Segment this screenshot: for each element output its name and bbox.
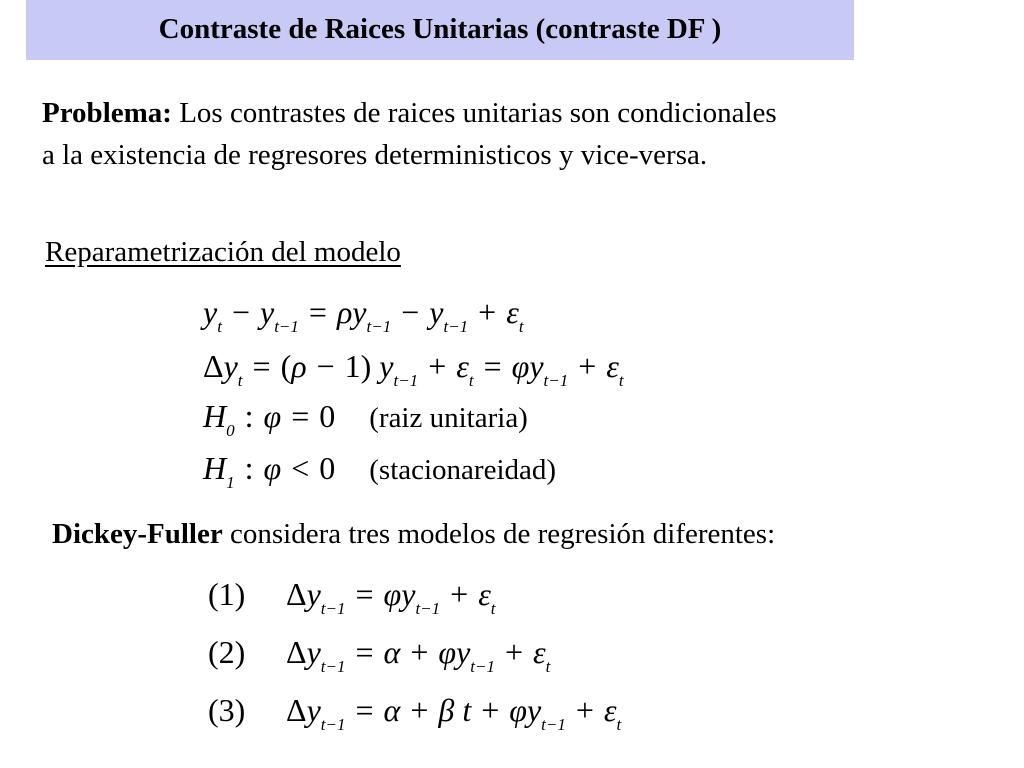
- model-2: (2) $\Delta y_{t-1} = \alpha + \varphi y_{t-1} + \varepsilon_t$: [208, 634, 551, 676]
- section-heading: Reparametrización del modelo: [45, 236, 401, 268]
- model-2-number: (2): [208, 634, 246, 670]
- model-1-number: (1): [208, 576, 246, 612]
- dickey-fuller-label: Dickey-Fuller: [52, 518, 223, 550]
- model-3-number: (3): [208, 692, 246, 728]
- hypothesis-h1: $H_1$ : φ < 0 (stacionareidad): [203, 450, 557, 492]
- model-3: (3) $\Delta y_{t-1} = \alpha + \beta$ $t + \varphi y_{t-1} + \varepsilon_t$: [208, 692, 622, 734]
- problem-text-1: Los contrastes de raices unitarias son condicionales: [179, 97, 777, 129]
- title-bar: [26, 0, 854, 60]
- problem-text-2: a la existencia de regresores deterministicos y vice-versa.: [42, 139, 708, 171]
- equation-reparam-1: $y_t - y_{t-1} = \rho y_{t-1} - y_{t-1} + \varepsilon_t$: [203, 294, 524, 336]
- dickey-fuller-statement: [52, 518, 775, 551]
- problem-statement: [42, 92, 942, 176]
- dickey-fuller-text: considera tres modelos de regresión diferentes:: [229, 518, 776, 550]
- h0-note: (raiz unitaria): [369, 402, 528, 434]
- problem-line-1: [42, 92, 942, 134]
- slide-title: Contraste de Raices Unitarias (contraste DF ): [158, 13, 722, 45]
- model-1: (1) $\Delta y_{t-1} = \varphi y_{t-1} + \varepsilon_t$: [208, 576, 496, 618]
- problem-label: Problema:: [42, 97, 172, 129]
- hypothesis-h0: $H_0$ : φ = 0 (raiz unitaria): [203, 398, 528, 440]
- h1-note: (stacionareidad): [369, 454, 557, 486]
- equation-reparam-2: $\Delta y_t = (\rho - 1) y_{t-1} + \varepsilon_t = \varphi y_{t-1} + \varepsilon_t$: [203, 348, 624, 390]
